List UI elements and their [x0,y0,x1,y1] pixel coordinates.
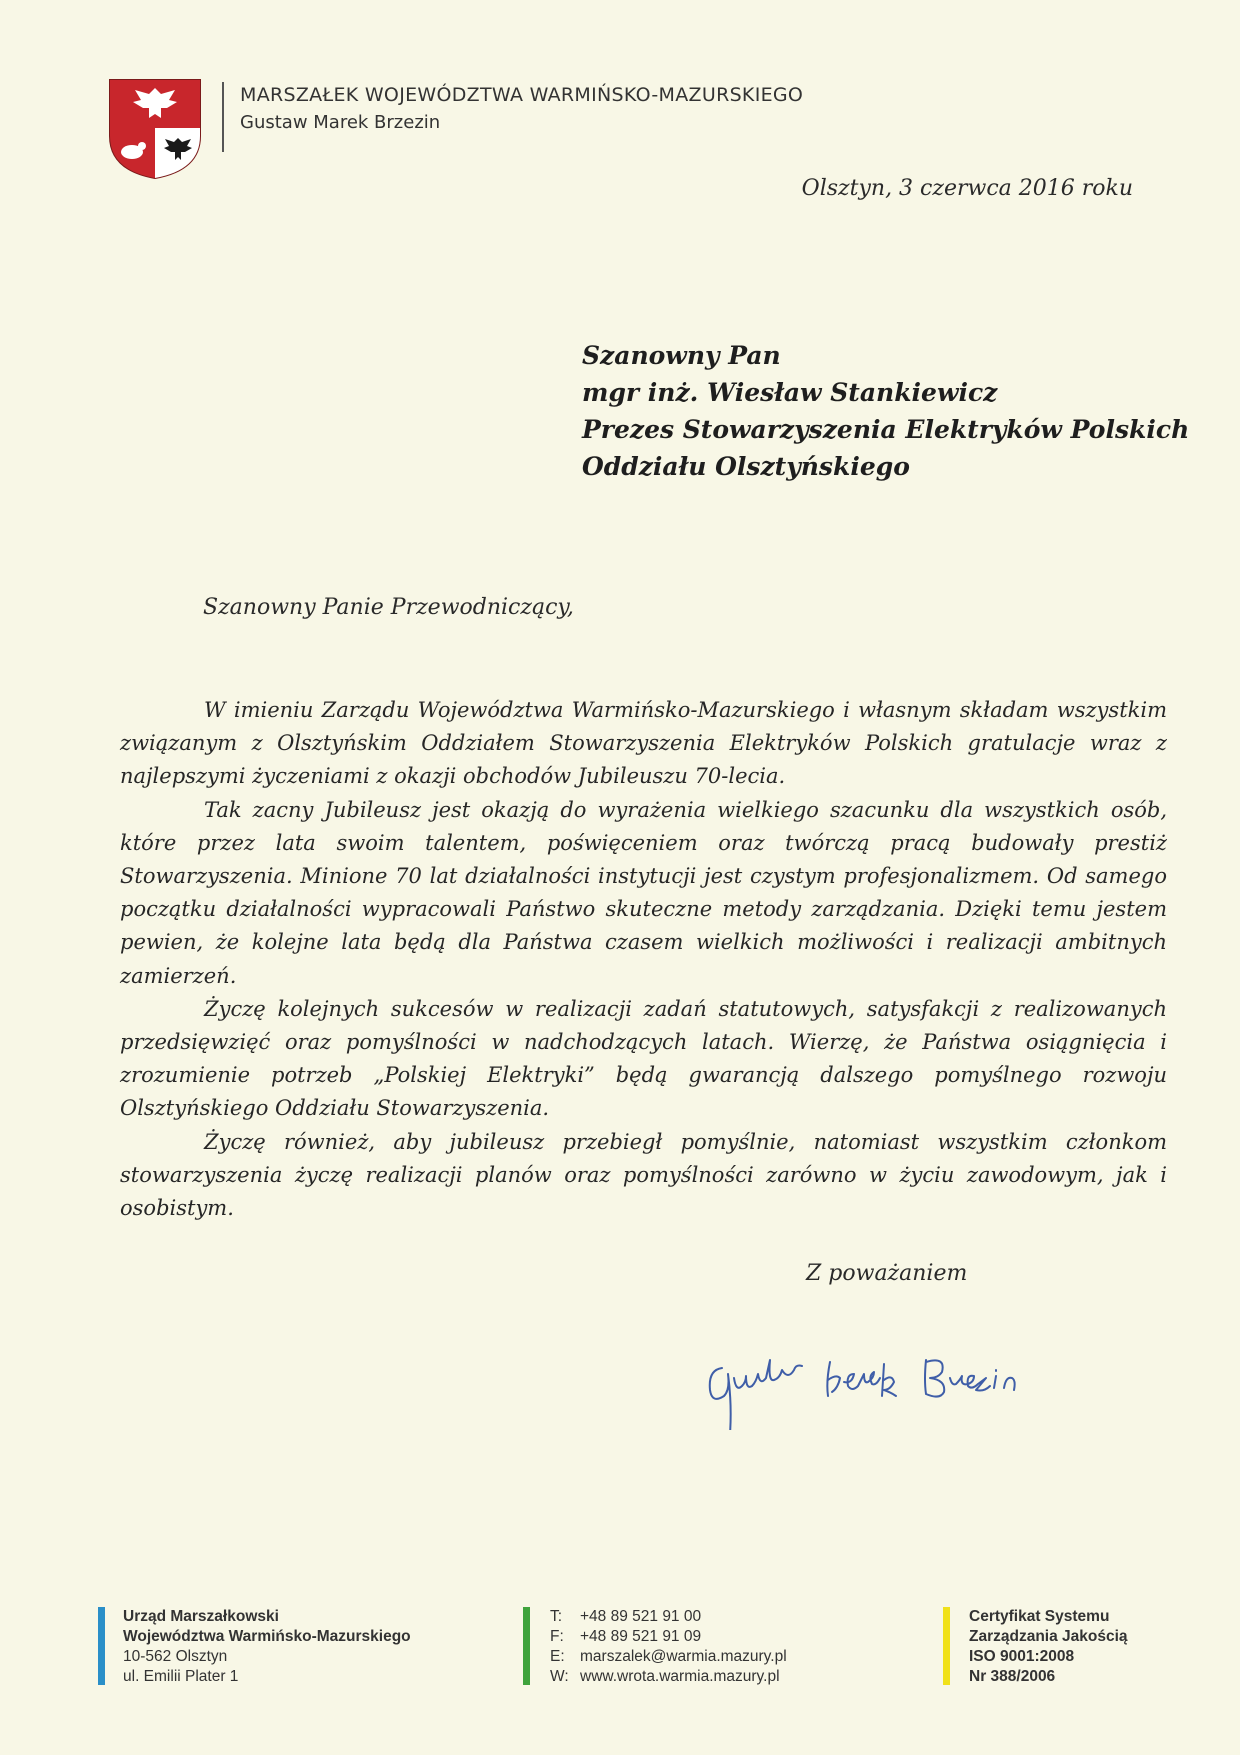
addressee-line: Szanowny Pan [582,341,781,370]
footer-certificate [969,1607,1128,1687]
footer-website [550,1667,787,1687]
footer-contact-key: F: [550,1628,564,1645]
body-paragraph: Tak zacny Jubileusz jest okazją do wyrażenia wielkiego szacunku dla wszystkich osób, które przez lata swoim talentem, poświęceniem oraz twórczą pracą budowały prestiż Stowarzyszenia. Minione 70 lat działalności instytucji jest czystym profesjonalizmem. Od samego początku działalności wypracowali Państwo skuteczne metody zarządzania. Dzięki temu jestem pewien, że kolejne lata będą dla Państwa czasem wielkich możliwości i realizacji ambitnych zamierzeń. [120,797,1167,988]
footer-contact-key: T: [550,1608,563,1625]
body-paragraph: Życzę również, aby jubileusz przebiegł pomyślnie, natomiast wszystkim członkom stowarzyszenia życzę realizacji planów oraz pomyślności zarówno w życiu zawodowym, jak i osobistym. [120,1129,1167,1221]
handwritten-signature [700,1340,1060,1430]
addressee-block [582,337,1189,485]
footer-address-line: ul. Emilii Plater 1 [123,1668,239,1685]
salutation: Szanowny Panie Przewodniczący, [203,595,574,620]
footer-address [123,1607,411,1687]
footer-contact-key: W: [550,1668,569,1685]
header-official-name: Gustaw Marek Brzezin [240,112,441,133]
footer-certificate-line: ISO 9001:2008 [969,1648,1075,1665]
header-office-title: MARSZAŁEK WOJEWÓDZTWA WARMIŃSKO-MAZURSKIEGO [240,84,804,106]
footer-contact [550,1607,787,1687]
footer-bar-yellow [943,1607,950,1685]
coat-of-arms-icon [108,78,202,180]
body-paragraph: Życzę kolejnych sukcesów w realizacji zadań statutowych, satysfakcji z realizowanych przedsięwzięć oraz pomyślności w nadchodzących latach. Wierzę, że Państwa osiągnięcia i zrozumienie potrzeb „Polskiej Elektryki” będą gwarancją dalszego pomyślnego rozwoju Olsztyńskiego Oddziału Stowarzyszenia. [120,996,1167,1121]
footer-address-line: 10-562 Olsztyn [123,1648,228,1665]
footer-contact-value: marszalek@warmia.mazury.pl [580,1648,787,1665]
footer-email [550,1647,787,1667]
footer-contact-value: +48 89 521 91 00 [580,1608,702,1625]
body-paragraph: W imieniu Zarządu Województwa Warmińsko-Mazurskiego i własnym składam wszystkim związanym z Olsztyńskim Oddziałem Stowarzyszenia Elektryków Polskich gratulacje wraz z najlepszymi życzeniami z okazji obchodów Jubileuszu 70-lecia. [120,698,1167,789]
footer-contact-key: E: [550,1648,565,1665]
footer-contact-value: www.wrota.warmia.mazury.pl [580,1668,780,1685]
footer-phone [550,1607,787,1627]
footer-certificate-line: Certyfikat Systemu [969,1608,1110,1625]
footer-address-line: Urząd Marszałkowski [123,1608,279,1625]
addressee-line: mgr inż. Wiesław Stankiewicz [582,378,998,407]
footer-contact-value: +48 89 521 91 09 [580,1628,702,1645]
footer-address-line: Województwa Warmińsko-Mazurskiego [123,1628,411,1645]
footer-certificate-line: Zarządzania Jakością [969,1628,1128,1645]
footer-certificate-line: Nr 388/2006 [969,1668,1056,1685]
letter-date: Olsztyn, 3 czerwca 2016 roku [801,176,1133,201]
addressee-line: Prezes Stowarzyszenia Elektryków Polskich [582,415,1190,444]
addressee-line: Oddziału Olsztyńskiego [582,452,910,481]
header-divider [222,82,224,152]
footer-bar-green [523,1607,530,1685]
closing: Z poważaniem [806,1261,968,1286]
footer-bar-blue [98,1607,105,1685]
footer-fax [550,1627,787,1647]
letter-body [120,694,1167,1225]
